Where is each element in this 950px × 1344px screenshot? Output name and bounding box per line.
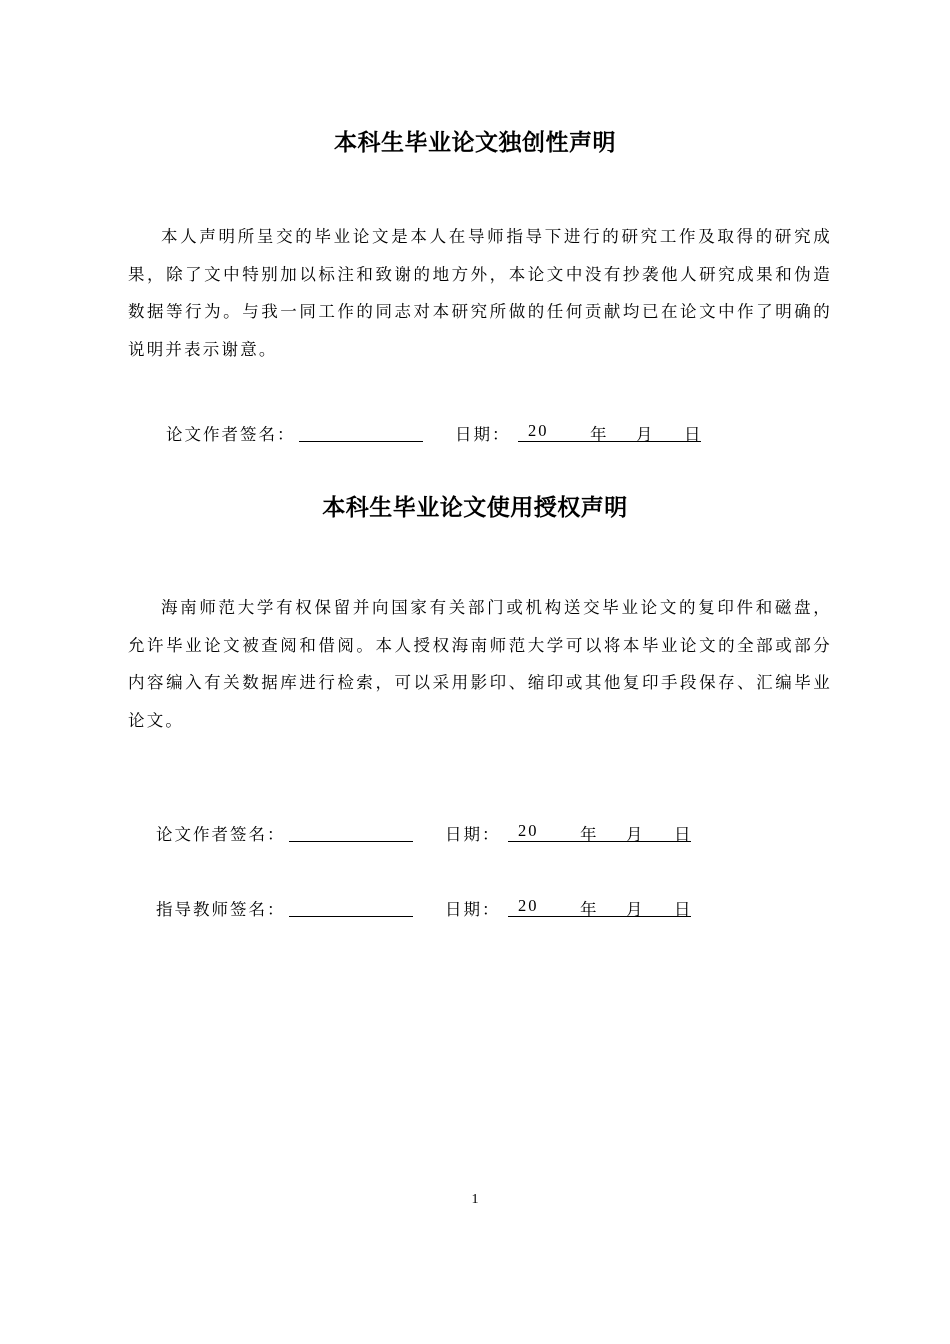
advisor-signature-row: [156, 896, 716, 920]
author-signature-label: 论文作者签名：: [156, 825, 286, 844]
year-prefix: 20: [518, 896, 539, 915]
advisor-signature-label: 指导教师签名：: [156, 900, 286, 919]
year-prefix: 20: [528, 421, 549, 440]
author-signature-label: 论文作者签名：: [166, 425, 296, 444]
day-label: 日: [674, 825, 693, 844]
date-underline[interactable]: [508, 841, 691, 842]
originality-declaration-title: 本科生毕业论文独创性声明: [334, 130, 616, 156]
year-label: 年: [580, 900, 599, 919]
advisor-signature-line[interactable]: [289, 916, 413, 917]
month-label: 月: [626, 825, 645, 844]
year-label: 年: [580, 825, 599, 844]
date-label: 日期：: [445, 900, 501, 919]
date-label: 日期：: [445, 825, 501, 844]
author-signature-row-1: [166, 421, 726, 445]
month-label: 月: [626, 900, 645, 919]
authorization-declaration-text: 海南师范大学有权保留并向国家有关部门或机构送交毕业论文的复印件和磁盘，允许毕业论文被查阅和借阅。本人授权海南师范大学可以将本毕业论文的全部或部分内容编入有关数据库进行检索，可以采用影印、缩印或其他复印手段保存、汇编毕业论文。: [128, 598, 832, 730]
day-label: 日: [684, 425, 703, 444]
date-label: 日期：: [455, 425, 511, 444]
page-number: 1: [471, 1192, 479, 1207]
author-signature-row-2: [156, 821, 716, 845]
authorization-declaration-title: 本科生毕业论文使用授权声明: [322, 495, 628, 521]
day-label: 日: [674, 900, 693, 919]
month-label: 月: [636, 425, 655, 444]
author-signature-line[interactable]: [299, 441, 423, 442]
year-prefix: 20: [518, 821, 539, 840]
originality-declaration-text: 本人声明所呈交的毕业论文是本人在导师指导下进行的研究工作及取得的研究成果，除了文中特别加以标注和致谢的地方外，本论文中没有抄袭他人研究成果和伪造数据等行为。与我一同工作的同志对本研究所做的任何贡献均已在论文中作了明确的说明并表示谢意。: [128, 227, 832, 359]
date-underline[interactable]: [508, 916, 691, 917]
author-signature-line[interactable]: [289, 841, 413, 842]
date-underline[interactable]: [518, 441, 701, 442]
year-label: 年: [590, 425, 609, 444]
